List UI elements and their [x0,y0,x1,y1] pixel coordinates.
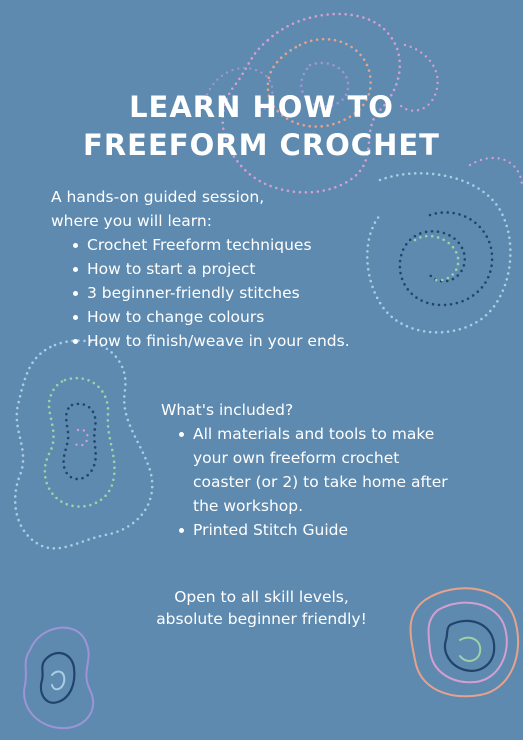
skill-level-note [0,586,523,630]
doodle-bottom-left-mid [41,653,74,703]
included-item-line: Printed Stitch Guide [193,521,349,539]
included-heading: What's included? [161,401,294,419]
footer-line-2: absolute beginner friendly! [156,610,367,628]
doodle-left-blob-mid [45,378,115,506]
learning-item: How to start a project [73,257,491,281]
learning-item: Crochet Freeform techniques [73,233,491,257]
included-item-line: your own freeform crochet [193,449,400,467]
included-section [161,398,501,542]
included-item-line: All materials and tools to make [193,425,435,443]
poster-title [0,88,523,164]
doodle-bottom-left-inner [52,671,64,689]
doodle-bottom-right-core [460,638,480,661]
intro-line-2: where you will learn: [51,212,212,230]
title-line-2: FREEFORM CROCHET [83,128,440,162]
doodle-left-blob-outer [15,341,152,549]
intro-line-1: A hands-on guided session, [51,188,265,206]
doodle-left-blob-inner [64,404,96,479]
learning-item: 3 beginner-friendly stitches [73,281,491,305]
included-item-line: the workshop. [193,497,304,515]
included-item-line: coaster (or 2) to take home after [193,473,448,491]
learning-item: How to change colours [73,305,491,329]
included-item-stitch-guide [179,518,501,542]
included-item-materials [179,422,501,518]
learning-list [51,233,491,353]
learning-item: How to finish/weave in your ends. [73,329,491,353]
included-list [161,422,501,542]
doodle-left-spiral [74,430,88,446]
doodle-bottom-left-outer [24,628,93,728]
title-line-1: LEARN HOW TO [129,90,394,124]
learning-section [51,185,491,353]
footer-line-1: Open to all skill levels, [174,588,349,606]
